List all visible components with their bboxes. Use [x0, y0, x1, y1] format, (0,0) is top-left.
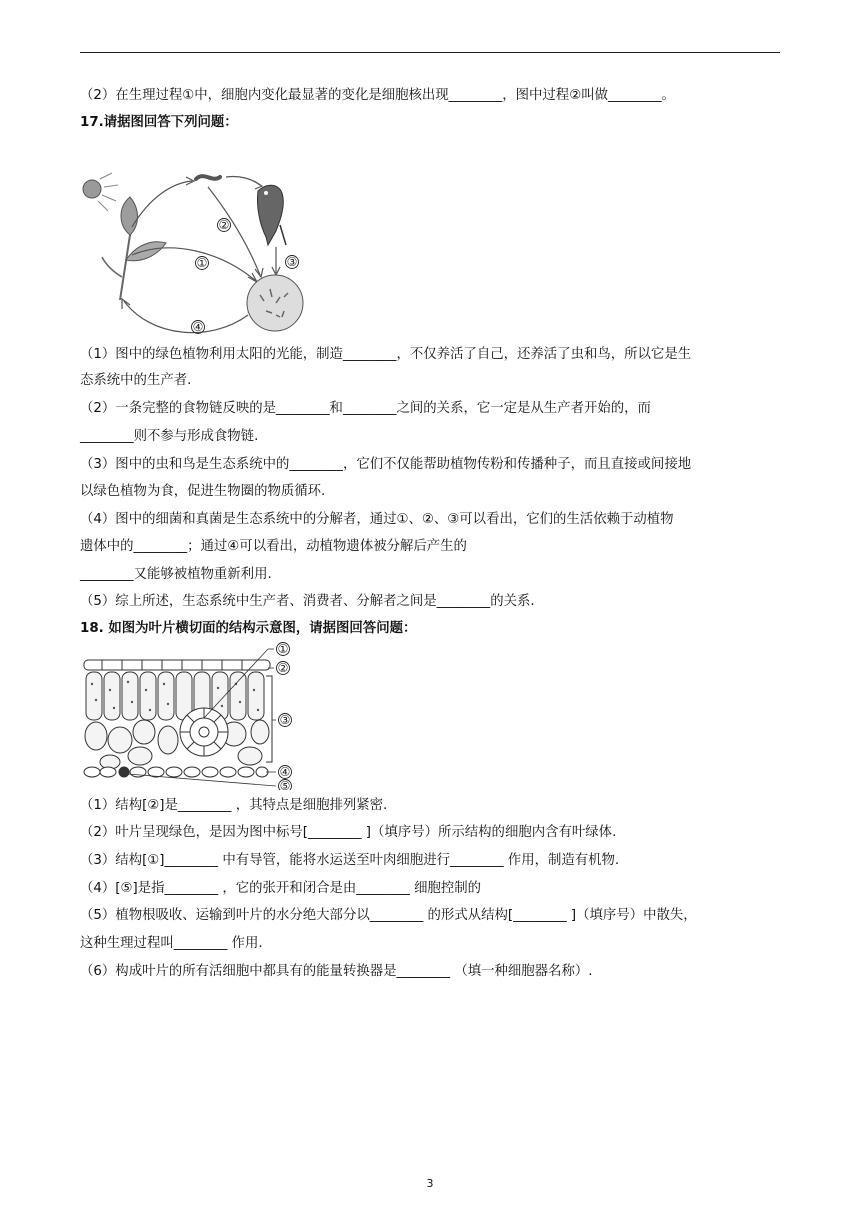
q18-p5a: （5）植物根吸收、运输到叶片的水分绝大部分以________ 的形式从结构[________ ]（填序号）中散失，: [80, 908, 697, 923]
leaf-label-1: ①: [277, 642, 289, 656]
diagram-label-1: ①: [196, 256, 208, 270]
q17-p4c: ________又能够被植物重新利用.: [80, 567, 272, 582]
q17-p4b: 遗体中的________；通过④可以看出，动植物遗体被分解后产生的: [80, 539, 467, 554]
q18-title: 18. 如图为叶片横切面的结构示意图，请据图回答问题：: [80, 621, 417, 636]
vein-bundle: [180, 708, 228, 756]
q18-p5b: 这种生理过程叫________ 作用.: [80, 936, 263, 951]
q17-p2b: ________则不参与形成食物链.: [80, 429, 259, 444]
q18-p3: （3）结构[①]________ 中有导管，能将水运送至叶肉细胞进行________ 作用，制造有机物.: [80, 853, 620, 868]
q17-p4a: （4）图中的细菌和真菌是生态系统中的分解者，通过①、②、③可以看出，它们的生活依赖于动植物: [80, 512, 674, 527]
leaf-label-2: ②: [277, 661, 289, 675]
leaf-cross-section-diagram: [80, 640, 310, 790]
q16-part2: （2）在生理过程①中，细胞内变化最显著的变化是细胞核出现________，图中过程②叫做________。: [80, 88, 675, 103]
q17-p1b: 态系统中的生产者.: [80, 373, 192, 388]
diagram-label-3: ③: [286, 255, 298, 269]
page-number: 3: [426, 1177, 434, 1190]
leaf-label-3: ③: [279, 713, 291, 727]
q18-p2: （2）叶片呈现绿色，是因为图中标号[________ ]（填序号）所示结构的细胞内含有叶绿体.: [80, 825, 617, 840]
bird-icon: [257, 185, 286, 245]
q17-p3a: （3）图中的虫和鸟是生态系统中的________，它们不仅能帮助植物传粉和传播种子，而且直接或间接地: [80, 457, 692, 472]
q17-p5: （5）综上所述，生态系统中生产者、消费者、分解者之间是________的关系.: [80, 594, 535, 609]
leaf-label-5: ⑤: [279, 779, 291, 790]
leaf-label-4: ④: [279, 765, 291, 779]
ecosystem-cycle-diagram: [80, 165, 310, 340]
q18-p4: （4）[⑤]是指________ ，它的张开和闭合是由________ 细胞控制的: [80, 881, 482, 896]
diagram-label-2: ②: [218, 218, 230, 232]
q17-title: 17.请据图回答下列问题：: [80, 115, 238, 130]
q17-p2a: （2）一条完整的食物链反映的是________和________之间的关系，它一定是从生产者开始的，而: [80, 401, 651, 416]
q17-p3b: 以绿色植物为食，促进生物圈的物质循环.: [80, 484, 326, 499]
diagram-label-4: ④: [192, 320, 204, 334]
header-rule: [80, 52, 780, 53]
q18-p6: （6）构成叶片的所有活细胞中都具有的能量转换器是________ （填一种细胞器名称）.: [80, 964, 593, 979]
sun-icon: [83, 173, 118, 211]
q18-p1: （1）结构[②]是________ ，其特点是细胞排列紧密.: [80, 798, 388, 813]
q17-p1a: （1）图中的绿色植物利用太阳的光能，制造________，不仅养活了自己，还养活了虫和鸟，所以它是生: [80, 347, 692, 362]
bacteria-fungi-icon: [247, 275, 303, 331]
insect-icon: [196, 176, 220, 179]
